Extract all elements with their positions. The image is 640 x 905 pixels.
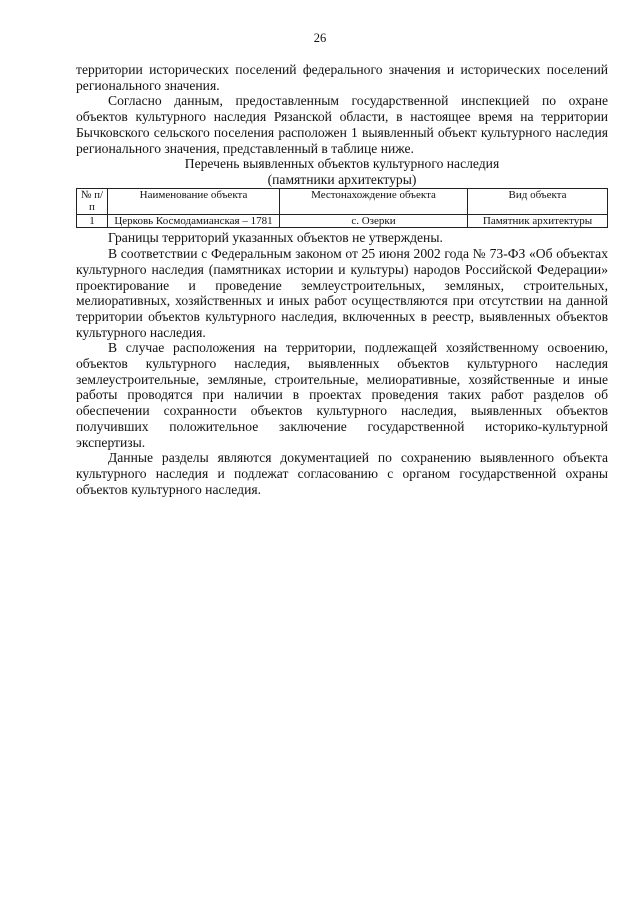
header-number: № п/п [77, 188, 108, 214]
header-type: Вид объекта [468, 188, 608, 214]
header-location: Местонахождение объекта [280, 188, 468, 214]
table-row [77, 214, 608, 228]
header-name: Наименование объекта [108, 188, 280, 214]
table-subtitle: (памятники архитектуры) [267, 171, 417, 187]
page-number: 26 [313, 31, 327, 45]
document-body [76, 62, 608, 497]
paragraph-inspection-data: Согласно данным, предоставленным государственной инспекцией по охране объектов культурного наследия Рязанской области, в настоящее время на территории Бычковского сельского поселения расположен 1 выявленный объект культурного наследия регионального значения, представленный в таблице ниже. [76, 93, 608, 156]
paragraph-boundaries: Границы территорий указанных объектов не утверждены. [108, 230, 443, 246]
table-header-row [77, 188, 608, 214]
cell-location: с. Озерки [280, 214, 468, 228]
cell-name: Церковь Космодамианская – 1781 [108, 214, 280, 228]
paragraph-continuation: территории исторических поселений федерального значения и исторических поселений регионального значения. [76, 62, 608, 93]
table-title: Перечень выявленных объектов культурного наследия [184, 156, 500, 172]
paragraph-documentation: Данные разделы являются документацией по сохранению выявленного объекта культурного наследия и подлежат согласованию с органом государственной охраны объектов культурного наследия. [76, 450, 608, 497]
cell-type: Памятник архитектуры [468, 214, 608, 228]
paragraph-economic-development: В случае расположения на территории, подлежащей хозяйственному освоению, объектов культурного наследия, выявленных объектов культурного наследия землеустроительные, земляные, строительные, мелиоративные, хозяйственные и иные работы проводятся при наличии в проектах проведения таких работ разделов об обеспечении сохранности объектов культурного наследия, выявленных объектов получивших положительное заключение государственной историко-культурной экспертизы. [76, 340, 608, 450]
cell-number: 1 [77, 214, 108, 228]
heritage-objects-table [76, 188, 608, 229]
paragraph-federal-law: В соответствии с Федеральным законом от 25 июня 2002 года № 73-ФЗ «Об объектах культурного наследия (памятниках истории и культуры) народов Российской Федерации» проектирование и проведение землеустроительных, земляных, строительных, мелиоративных, хозяйственных и иных работ осуществляются при отсутствии на данной территории объектов культурного наследия, включенных в реестр, выявленных объектов культурного наследия. [76, 246, 608, 340]
